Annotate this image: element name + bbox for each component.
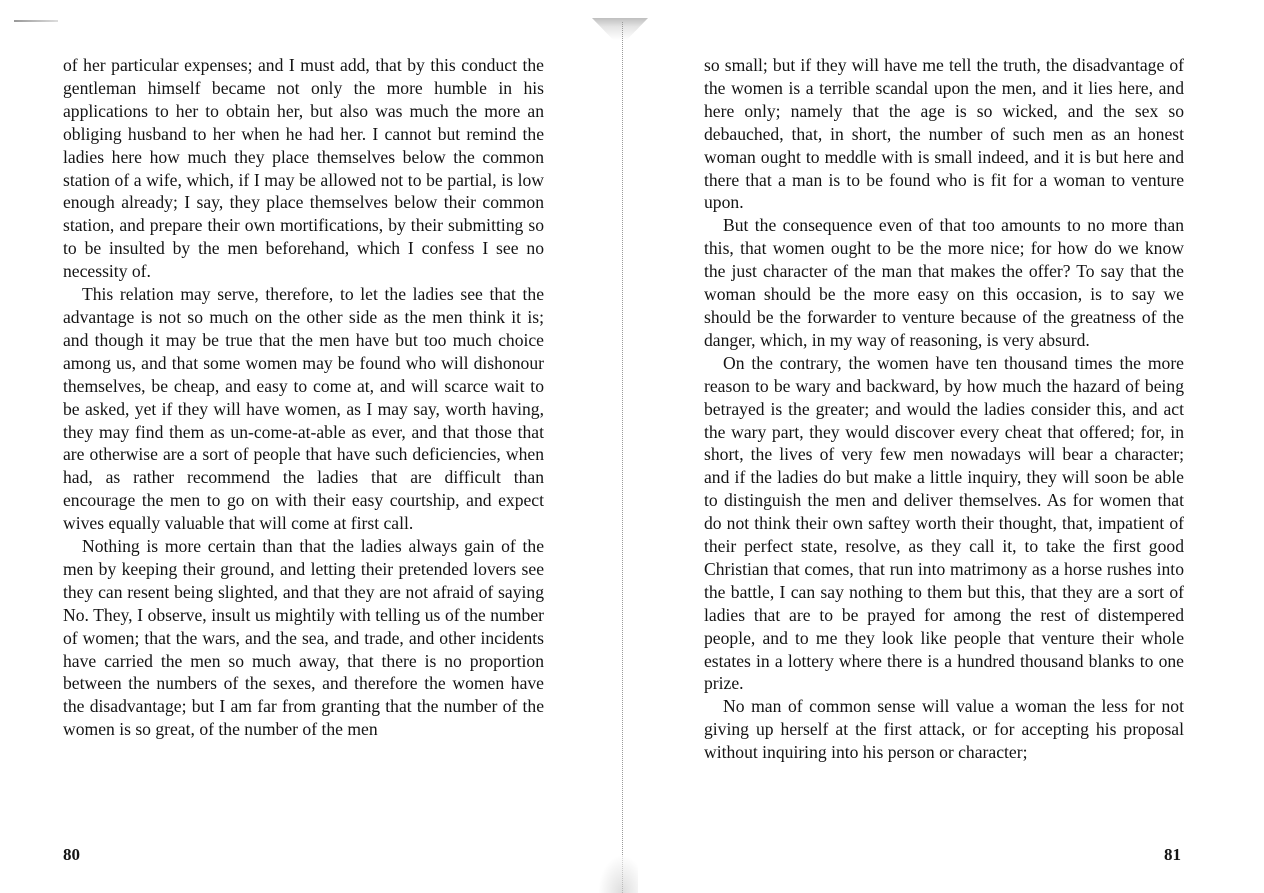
left-page-number: 80: [63, 845, 80, 864]
left-paragraph-2: This relation may serve, therefore, to let the ladies see that the advantage is not so much on the other side as the men think it is; and though it may be true that the men have but too much choice among us, and that some women may be found who will dishonour themselves, be cheap, and easy to come at, and will scarce wait to be asked, yet if they will have women, as I may say, worth having, they may find them as un-come-at-able as ever, and that those that are otherwise are a sort of people that have such deficiencies, when had, as rather recommend the ladies that are difficult than encourage the men to go on with their easy courtship, and expect wives equally valuable that will come at first call.: [63, 284, 544, 534]
right-paragraph-1: so small; but if they will have me tell the truth, the disadvantage of the women is a terrible scandal upon the men, and it lies here, and here only; namely that the age is so wicked, and the sex so debauched, that, in short, the number of such men as an honest woman ought to meddle with is small indeed, and it is but here and there that a man is to be found who is fit for a woman to venture upon.: [704, 55, 1184, 213]
right-paragraph-3: On the contrary, the women have ten thousand times the more reason to be wary and backward, by how much the hazard of being betrayed is the greater; and would the ladies consider this, and act the wary part, they would discover every cheat that offered; for, in short, the lives of very few men nowadays will bear a character; and if the ladies do but make a little inquiry, they will soon be able to distinguish the men and deliver themselves. As for women that do not think their own saftey worth their thought, that, impatient of their perfect state, resolve, as they call it, to take the first good Christian that comes, that run into matrimony as a horse rushes into the battle, I can say nothing to them but this, that they are a sort of ladies that are to be prayed for among the rest of distempered people, and to me they look like people that venture their whole estates in a lottery where there is a hundred thousand blanks to one prize.: [704, 352, 1184, 694]
binding-shadow-bottom: [598, 855, 638, 893]
right-page-number: 81: [1164, 845, 1181, 864]
left-paragraph-3: Nothing is more certain than that the ladies always gain of the men by keeping their ground, and letting their pretended lovers see they can resent being slighted, and that they are not afraid of saying No. They, I observe, insult us mightily with telling us of the number of women; that the wars, and the sea, and trade, and other incidents have carried the men so much away, that there is no proportion between the numbers of the sexes, and therefore the women have the disadvantage; but I am far from granting that the number of the women is so great, of the number of the men: [63, 536, 544, 740]
right-paragraph-2: But the consequence even of that too amounts to no more than this, that women ought to be the more nice; for how do we know the just character of the man that makes the offer? To say that the woman should be the more easy on this occasion, is to say we should be the forwarder to venture because of the greatness of the danger, which, in my way of reasoning, is very absurd.: [704, 215, 1184, 350]
book-gutter: [622, 22, 626, 893]
scan-corner-mark: [14, 20, 58, 22]
left-page: [63, 54, 544, 741]
left-paragraph-1: of her particular expenses; and I must add, that by this conduct the gentleman himself became not only the more humble in his applications to her to obtain her, but also was much the more an obliging husband to her when he had her. I cannot but remind the ladies here how much they place themselves below the common station of a wife, which, if I may be allowed not to be partial, is low enough already; I say, they place themselves below their common station, and prepare their own mortifications, by their submitting so to be insulted by the men beforehand, which I confess I see no necessity of.: [63, 55, 544, 282]
right-page: [704, 54, 1184, 764]
right-paragraph-4: No man of common sense will value a woman the less for not giving up herself at the first attack, or for accepting his proposal without inquiring into his person or character;: [704, 696, 1184, 763]
binding-shadow-top: [592, 18, 648, 40]
